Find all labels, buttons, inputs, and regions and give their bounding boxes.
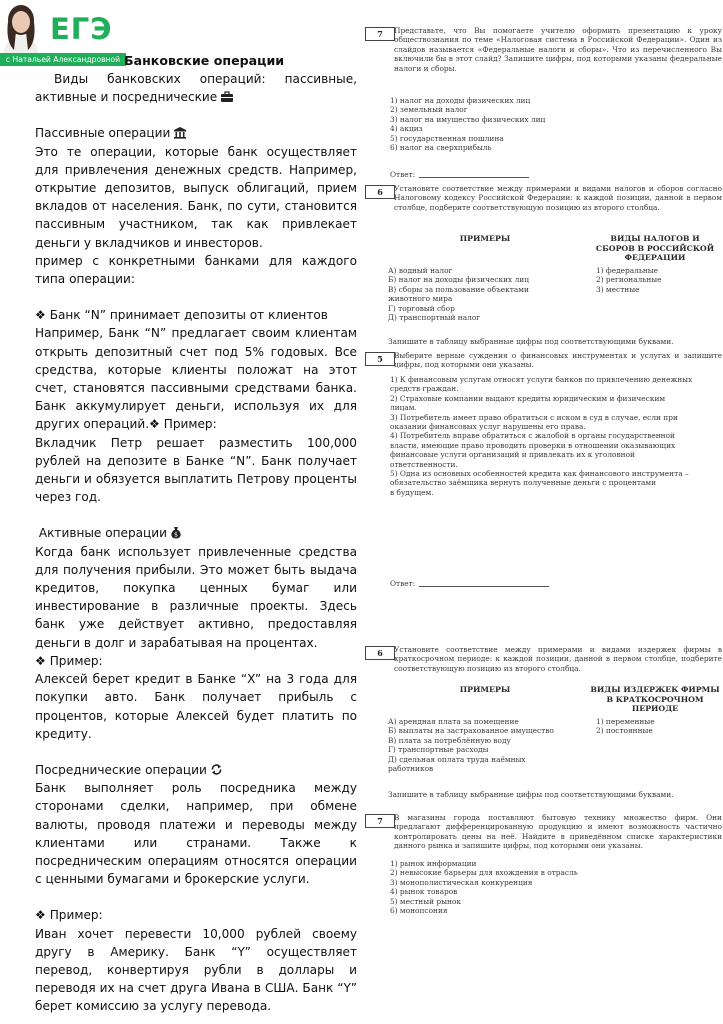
task-question: Установите соответствие между примерами и видами налогов и сборов согласно Налоговому кодексу Российской Федерации: к каждой позиции, данной в первом столбце, подберите соответствующую позицию из второго столбца. — [394, 184, 722, 212]
option: 2) земельный налог — [390, 105, 468, 115]
task-question: Установите соответствие между примерами и видами издержек фирмы в краткосрочном периоде: к каждой позиции, данной в первом столбце, подберите соответствующую позицию из второго столбца. — [394, 645, 722, 673]
intro-text: Виды банковских операций: пассивные, активные и посреднические — [35, 72, 357, 105]
instruction-note: Запишите в таблицу выбранные цифры под соответствующими буквами. — [388, 790, 674, 799]
bank-n-heading: ❖ Банк “N” принимает депозиты от клиентов — [35, 308, 328, 323]
task-question: Выберите верные суждения о финансовых инструментах и услугах и запишите цифры, под которыми они указаны. — [394, 351, 722, 370]
article-text — [35, 52, 357, 1016]
diamond-bullet-icon: ❖ — [149, 417, 164, 432]
page-title: Банковские операции — [124, 53, 285, 68]
diamond-bullet-icon: ❖ — [35, 308, 50, 323]
column-heading: ПРИМЕРЫ — [459, 685, 511, 694]
active-heading: Активные операции $ — [35, 524, 357, 542]
option: в будущем. — [390, 487, 434, 497]
matching-list: А) арендная плата за помещение 1) переменные Б) выплаты на застрахованное имущество 2) постоянные В) плата за потреблённую воду Г) транспортные расходы Д) сдельная оплата труда наёмных работников — [388, 717, 655, 773]
passive-heading: Пассивные операции — [35, 124, 357, 142]
option: 2) Страховые компании выдают кредиты юридическим и физическим — [390, 393, 666, 403]
task-options — [390, 859, 720, 915]
option: власти, имеющие право проводить проверки в отношении оказывающих — [390, 440, 676, 450]
task-number: 7 — [365, 814, 395, 828]
task-number: 6 — [365, 185, 395, 199]
intermediary-heading: Посреднические операции — [35, 761, 357, 779]
passive-examples-intro: пример с конкретными банками для каждого типа операции: — [35, 253, 357, 287]
option: оказании финансовых услуг нарушены его права. — [390, 422, 586, 432]
briefcase-icon — [220, 91, 234, 103]
diamond-bullet-icon: ❖ — [35, 653, 50, 668]
task-number: 6 — [365, 646, 395, 660]
svg-text:$: $ — [174, 532, 178, 540]
task-options — [390, 96, 720, 152]
option: 6) налог на сверхприбыль — [390, 143, 492, 153]
logo-brand: ЕГЭ — [50, 12, 113, 46]
option: 5) государственная пошлина — [390, 133, 504, 143]
matching-list: А) водный налог 1) федеральные Б) налог на доходы физических лиц 2) региональные В) сборы за пользование объектами 3) местные животного мира Г) торговый сбор Д) транспортный налог — [388, 266, 662, 322]
active-example-label: ❖ Пример: — [35, 653, 103, 668]
option: 4) акциз — [390, 124, 423, 134]
option: 3) налог на имущество физических лиц — [390, 114, 546, 124]
column-heading: ВИДЫ НАЛОГОВ И СБОРОВ В РОССИЙСКОЙ ФЕДЕРАЦИИ — [595, 234, 715, 263]
option: 4) Потребитель вправе обратиться с жалобой в органы государственной — [390, 431, 675, 441]
column-heading: ВИДЫ ИЗДЕРЖЕК ФИРМЫ В КРАТКОСРОЧНОМ ПЕРИОДЕ — [590, 685, 720, 714]
option: 3) монополистическая конкуренция — [390, 877, 533, 887]
option: средств граждан. — [390, 384, 459, 394]
option: 5) Одна из основных особенностей кредита как финансового инструмента – — [390, 469, 689, 479]
answer-field: Ответ: — [390, 170, 590, 179]
option: 4) рынок товаров — [390, 887, 458, 897]
option: финансовые услуги организаций и привлекать их к уголовной — [390, 450, 635, 460]
task-question: Представьте, что Вы помогаете учителю оформить презентацию к уроку обществознания по теме «Налоговая система в Российской Федерации». Один из слайдов называется «Федеральные налоги и сборы». Что из перечисленного Вы включили бы в этот слайд? Запишите цифры, под которыми указаны федеральные налоги и сборы. — [394, 26, 722, 73]
column-heading: ПРИМЕРЫ — [459, 234, 511, 243]
bank-building-icon — [173, 126, 187, 139]
intermediary-text: Банк выполняет роль посредника между сторонами сделки, например, при обмене валюты, проводя платежи и переводы между клиентами или странами. Также к посредническим операциям относятся операции с ценными бумагами и брокерские услуги. — [35, 781, 357, 887]
answer-field: Ответ: — [390, 579, 590, 588]
instruction-note: Запишите в таблицу выбранные цифры под соответствующими буквами. — [388, 337, 674, 346]
option: лицам. — [390, 403, 417, 413]
sync-arrows-icon — [210, 763, 223, 776]
task-number: 5 — [365, 352, 395, 366]
option: 1) рынок информации — [390, 859, 477, 868]
option: 3) Потребитель имеет право обратиться с иском в суд в случае, если при — [390, 412, 678, 422]
task-number: 7 — [365, 27, 395, 41]
option: обязательство заёмщика вернуть полученные деньги с процентами — [390, 478, 657, 488]
intro-paragraph — [35, 70, 357, 106]
diamond-bullet-icon: ❖ — [35, 908, 50, 923]
exam-tasks — [360, 18, 723, 1024]
option: 1) налог на доходы физических лиц — [390, 96, 531, 105]
option: ответственности. — [390, 459, 458, 469]
option: 5) местный рынок — [390, 896, 461, 906]
task-options — [390, 375, 720, 497]
bank-n-text: Например, Банк “N” предлагает своим клиентам открыть депозитный счет под 5% годовых. Все средства, которые клиенты положат на этот счет, становятся пассивными средствами банка. Банк аккумулирует деньги, используя их для других операций.❖ Пример: — [35, 326, 357, 432]
intermediary-example-label: ❖ Пример: — [35, 908, 103, 923]
active-text: Когда банк использует привлеченные средства для получения прибыли. Это может быть выдача кредитов, покупка ценных бумаг или инвестирование в различные проекты. Здесь банк уже действует активно, предоставляя деньги в долг и зарабатывая на процентах. — [35, 544, 357, 650]
option: 2) невысокие барьеры для вхождения в отрасль — [390, 868, 578, 878]
option: 1) К финансовым услугам относят услуги банков по привлечению денежных — [390, 375, 693, 384]
intermediary-example: Иван хочет перевести 10,000 рублей своему другу в Америку. Банк “Y” осуществляет перевод, конвертируя рубли в доллары и переводя их на счет друга Ивана в США. Банк “Y” берет комиссию за услугу перевода. — [35, 926, 357, 1014]
option: 6) монопсония — [390, 906, 448, 916]
money-bag-icon — [170, 526, 182, 539]
active-example: Алексей берет кредит в Банке “X” на 3 года для покупки авто. Банк получает прибыль с процентов, которые Алексей будет платить по кредиту. — [35, 672, 357, 741]
logo-ribbon: с Натальей Александровной — [0, 53, 126, 66]
bank-n-example: Вкладчик Петр решает разместить 100,000 рублей на депозите в Банке “N”. Банк получает деньги и обязуется выплатить Петрову проценты через год. — [35, 435, 357, 505]
passive-text: Это те операции, которые банк осуществляет для привлечения денежных средств. Например, открытие депозитов, выпуск облигаций, прием вкладов от населения. Банк, по сути, становится пассивным участником, так как привлекает деньги у вкладчиков и инвесторов. — [35, 144, 357, 250]
task-question: В магазины города поставляют бытовую технику множество фирм. Они предлагают дифференцированную продукцию и имеют возможность частично контролировать цены на неё. Найдите в приведённом списке характеристики данного рынка и запишите цифры, под которыми они указаны. — [394, 813, 722, 851]
